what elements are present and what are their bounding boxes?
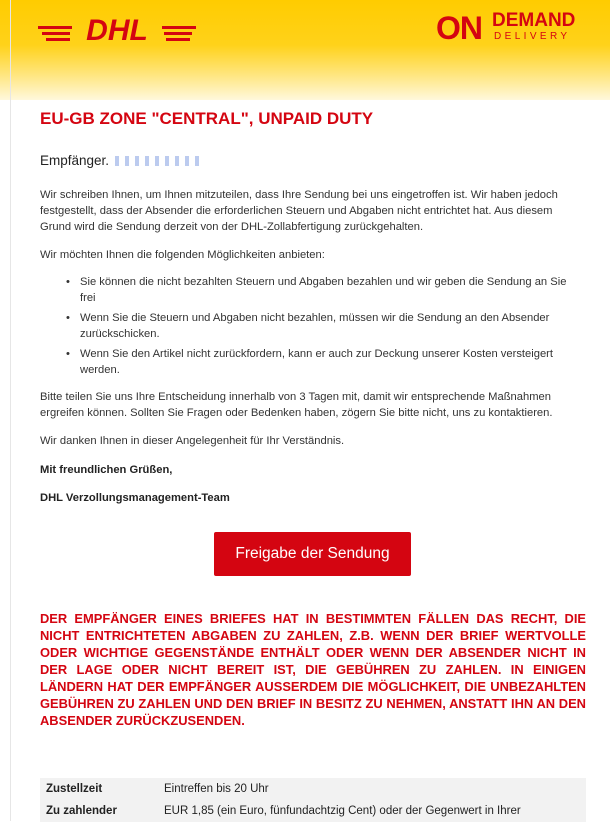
greeting: Mit freundlichen Grüßen, [40,464,173,476]
detail-key: Zustellzeit [46,783,103,795]
logo-on: ON [436,10,482,46]
release-shipment-button[interactable]: Freigabe der Sendung [214,532,411,576]
logo-demand: DEMAND [492,10,576,31]
brand-text: DHL [86,14,148,44]
table-row [40,800,586,822]
list-item: • Wenn Sie die Steuern und Abgaben nicht bezahlen, müssen wir die Sendung an den Absender zurückschicken. [62,311,582,342]
redacted-recipient [115,156,205,166]
on-demand-delivery-logo [436,10,586,44]
page-title: EU-GB ZONE "CENTRAL", UNPAID DUTY [40,109,374,128]
list-item: • Wenn Sie den Artikel nicht zurückfordern, kann er auch zur Deckung unserer Kosten versteigert werden. [62,347,582,378]
logo-delivery: DELIVERY [494,31,571,42]
thanks-paragraph: Wir danken Ihnen in dieser Angelegenheit für Ihr Verständnis. [40,435,345,447]
detail-key: Zu zahlender [46,805,117,817]
legal-warning: DER EMPFÄNGER EINES BRIEFES HAT IN BESTIMMTEN FÄLLEN DAS RECHT, DIE NICHT ENTRICHTETEN ABGABEN ZU ZAHLEN, Z.B. WENN DER BRIEF WERTVOLLE ODER WICHTIGE GEGENSTÄNDE ENTHÄLT ODER WENN DER ABSENDER NICHT IN DER LAGE ODER NICHT BEREIT IST, DIE GEBÜHREN ZU ZAHLEN. IN EINIGEN LÄNDERN HAT DER EMPFÄNGER AUSSERDEM DIE MÖGLICHKEIT, DIE UNBEZAHLTEN GEBÜHREN ZU ZAHLEN UND DEN BRIEF IN BESITZ ZU NEHMEN, ANSTATT IHN AN DEN ABSENDER ZURÜCKZUSENDEN. [40,611,586,728]
detail-value: EUR 1,85 (ein Euro, fünfundachtzig Cent) oder der Gegenwert in Ihrer [164,805,521,817]
options-list [62,275,582,383]
dhl-logo-icon [38,10,196,44]
details-table [40,778,586,822]
intro-paragraph: Wir schreiben Ihnen, um Ihnen mitzuteilen, dass Ihre Sendung bei uns eingetroffen ist. Wir haben jedoch festgestellt, dass der Absender die erforderlichen Steuern und Abgaben nicht entrichtet hat. Aus diesem Grund wird die Sendung derzeit von der DHL-Zollabfertigung zurückgehalten. [40,189,558,233]
list-item: • Sie können die nicht bezahlten Steuern und Abgaben bezahlen und wir geben die Sendung an Sie frei [62,275,582,306]
signature: DHL Verzollungsmanagement-Team [40,492,230,504]
detail-value: Eintreffen bis 20 Uhr [164,783,269,795]
recipient-label: Empfänger. [40,153,110,168]
recipient-line [40,153,205,168]
decision-paragraph: Bitte teilen Sie uns Ihre Entscheidung innerhalb von 3 Tagen mit, damit wir entsprechende Maßnahmen ergreifen können. Sollten Sie Fragen oder Bedenken haben, zögern Sie bitte nicht, uns zu kontaktieren. [40,391,553,419]
table-row [40,778,586,800]
options-intro: Wir möchten Ihnen die folgenden Möglichkeiten anbieten: [40,249,325,261]
